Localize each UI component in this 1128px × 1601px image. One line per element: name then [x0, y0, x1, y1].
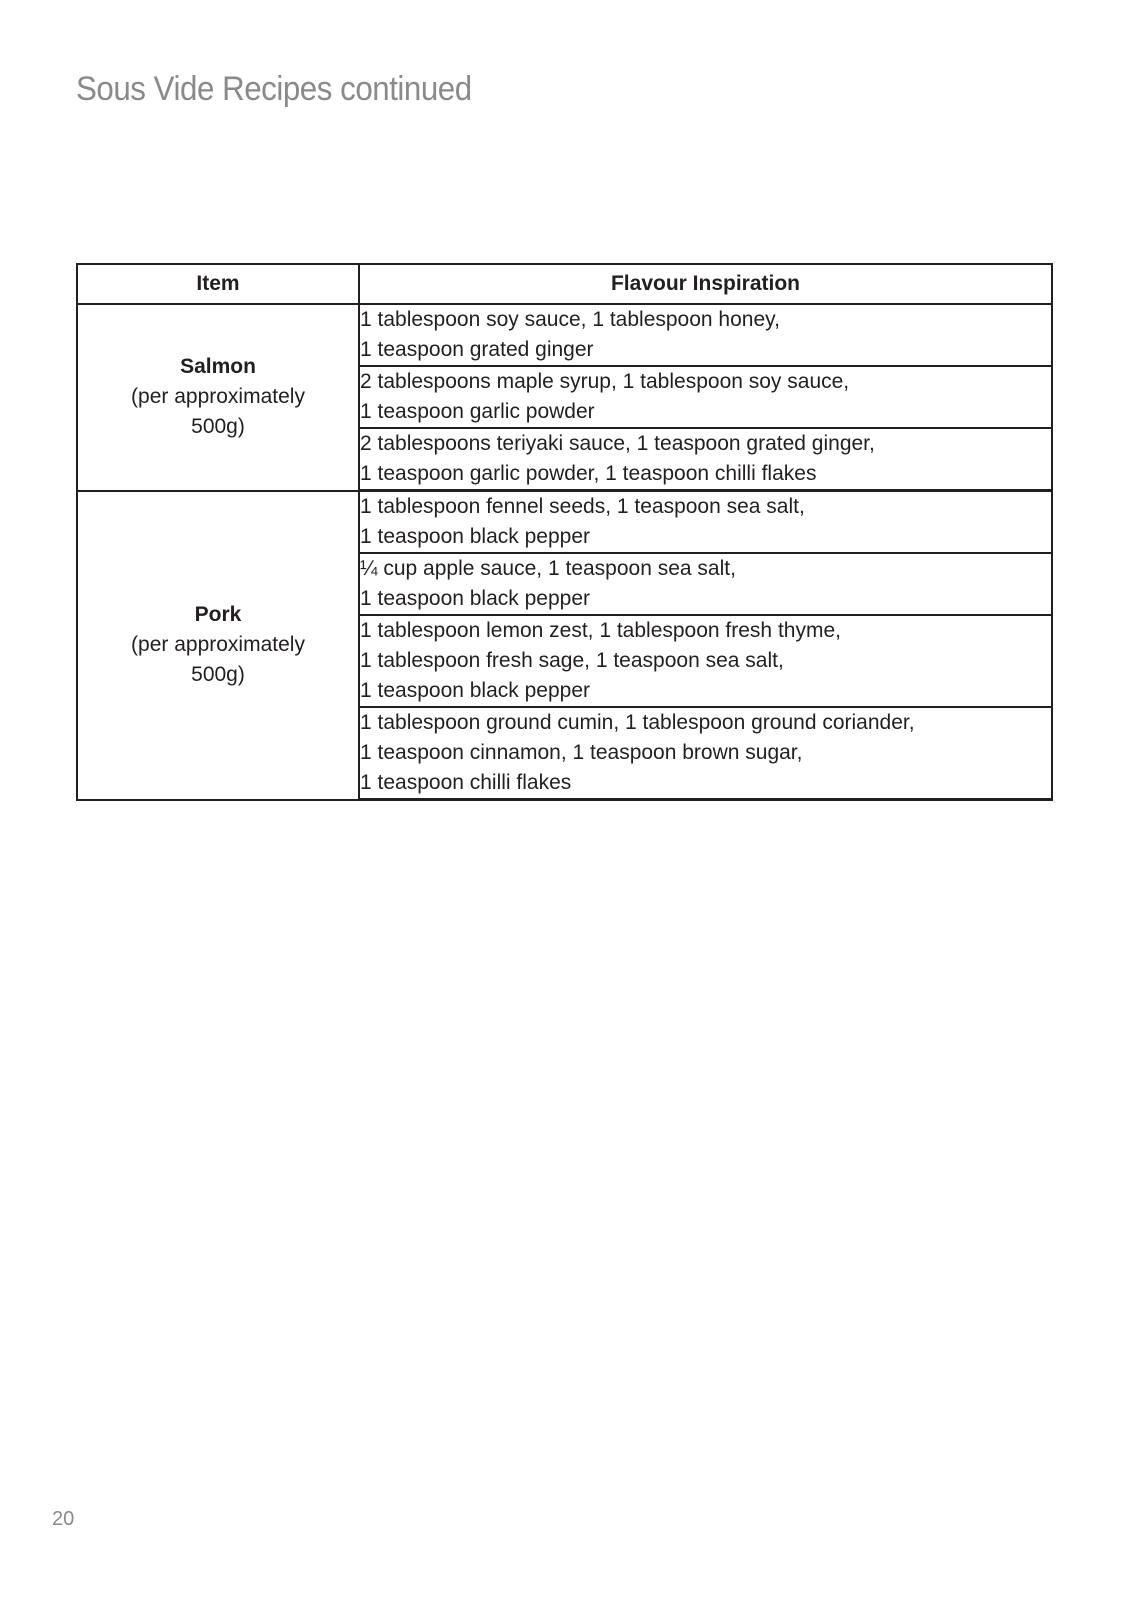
- flavour-table: [76, 263, 1053, 801]
- item-cell-salmon: [77, 304, 359, 491]
- item-cell-pork: [77, 491, 359, 800]
- flavour-cell: [359, 366, 1052, 428]
- flavour-cell: [359, 615, 1052, 707]
- flavour-line: 1 teaspoon grated ginger: [360, 338, 594, 361]
- page-title: Sous Vide Recipes continued: [76, 70, 472, 108]
- item-portion: 500g): [191, 663, 245, 686]
- flavour-line: 1 teaspoon garlic powder: [360, 400, 595, 423]
- flavour-cell: [359, 553, 1052, 615]
- flavour-cell: [359, 304, 1052, 366]
- column-header-item: Item: [77, 264, 359, 304]
- flavour-line: 1 tablespoon fennel seeds, 1 teaspoon sea salt,: [360, 495, 805, 518]
- item-group-salmon: [77, 304, 1052, 491]
- flavour-line: 2 tablespoons maple syrup, 1 tablespoon soy sauce,: [360, 370, 850, 393]
- flavour-line: 1 teaspoon chilli flakes: [360, 771, 572, 794]
- item-name: Salmon: [180, 355, 256, 379]
- flavour-line: 1 tablespoon soy sauce, 1 tablespoon honey,: [360, 308, 780, 331]
- item-group-pork: [77, 491, 1052, 800]
- table-header: [77, 264, 1052, 304]
- flavour-line: 1 teaspoon black pepper: [360, 587, 591, 610]
- item-name: Pork: [194, 603, 242, 626]
- item-portion: (per approximately: [131, 633, 305, 656]
- flavour-line: 1 teaspoon cinnamon, 1 teaspoon brown sugar,: [360, 741, 803, 764]
- flavour-line: 1 tablespoon fresh sage, 1 teaspoon sea salt,: [360, 649, 784, 672]
- item-portion: (per approximately: [131, 385, 305, 409]
- flavour-line: 1 tablespoon lemon zest, 1 tablespoon fresh thyme,: [360, 619, 841, 642]
- table-row: [77, 304, 1052, 366]
- page-number: 20: [52, 1508, 75, 1530]
- flavour-line: 1 teaspoon garlic powder, 1 teaspoon chilli flakes: [360, 462, 817, 485]
- table-row: [77, 491, 1052, 554]
- flavour-line: 1 teaspoon black pepper: [360, 525, 591, 548]
- flavour-line: 1 tablespoon ground cumin, 1 tablespoon ground coriander,: [360, 711, 915, 734]
- column-header-flavour: Flavour Inspiration: [359, 264, 1052, 304]
- item-portion: 500g): [191, 415, 245, 439]
- flavour-cell: [359, 428, 1052, 491]
- flavour-cell: [359, 707, 1052, 800]
- flavour-line: 2 tablespoons teriyaki sauce, 1 teaspoon grated ginger,: [360, 432, 875, 455]
- flavour-cell: [359, 491, 1052, 554]
- header-row: [77, 264, 1052, 304]
- flavour-line: ¼ cup apple sauce, 1 teaspoon sea salt,: [360, 557, 736, 580]
- flavour-line: 1 teaspoon black pepper: [360, 679, 591, 702]
